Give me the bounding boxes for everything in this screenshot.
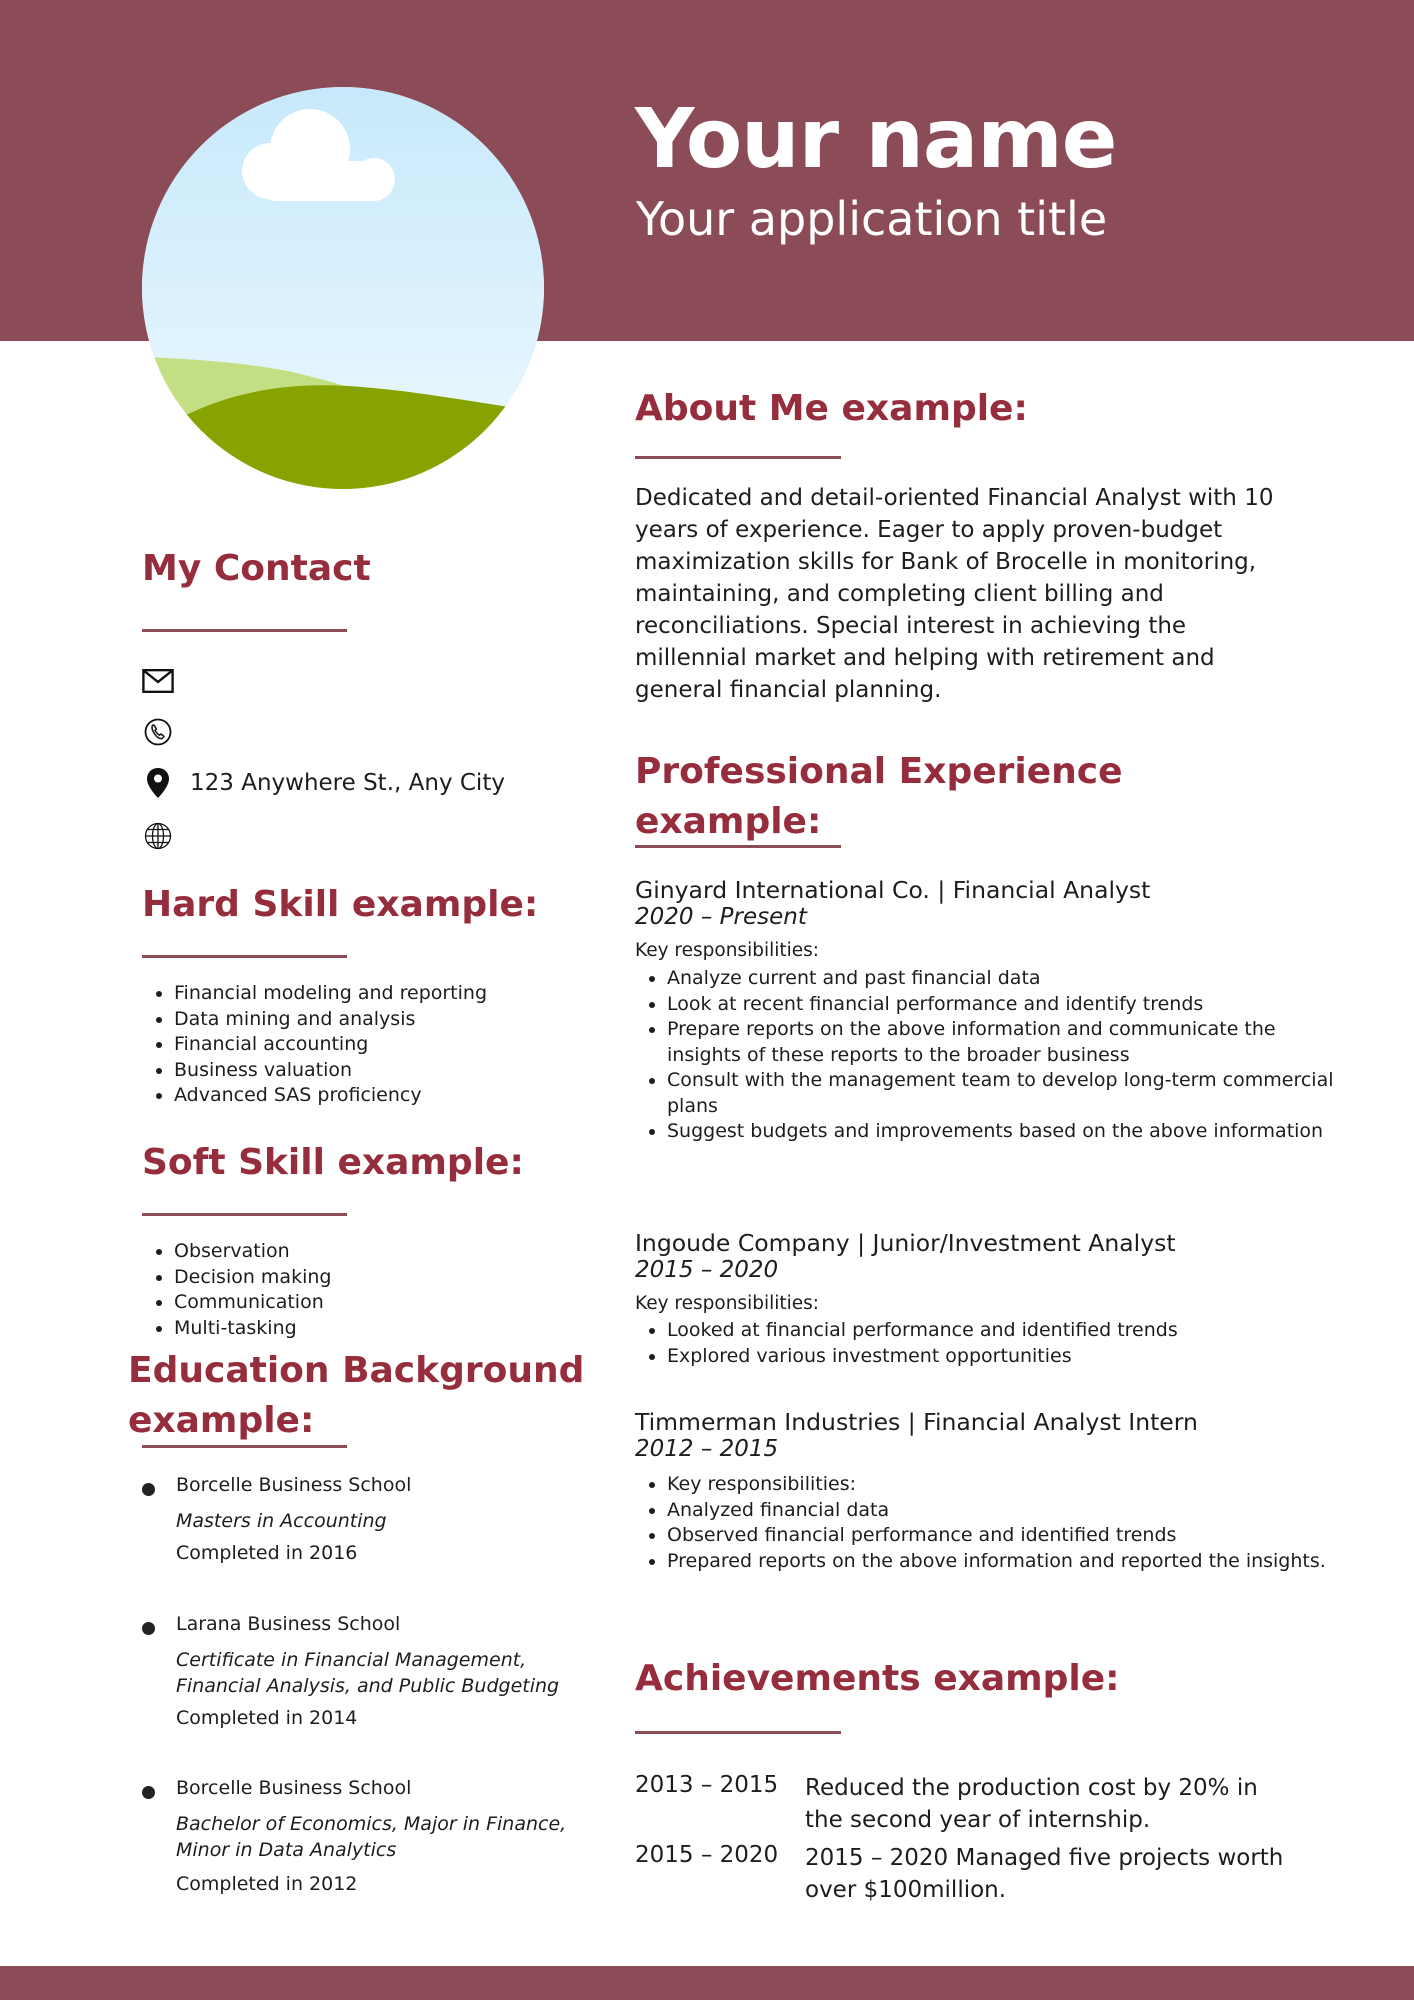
achievement-row (635, 1842, 1315, 1912)
about-heading: About Me example: (635, 388, 1028, 429)
contact-address-row (142, 767, 505, 799)
hard-skills-heading-rule (142, 955, 347, 958)
achievements-heading-rule (635, 1731, 841, 1734)
contact-phone-row (142, 716, 190, 748)
globe-icon (142, 820, 174, 852)
list-item: • Prepare reports on the above information and communicate the insights of these reports to the broader business (667, 1017, 1337, 1068)
achievement-years: 2015 – 2020 (635, 1842, 779, 1868)
hard-skills-list (142, 981, 487, 1109)
candidate-name: Your name (635, 92, 1117, 187)
education-entry (142, 1777, 582, 1897)
list-item: • Multi-tasking (174, 1316, 331, 1342)
bullet-dot (142, 1622, 155, 1635)
education-entry (142, 1474, 582, 1574)
education-degree: Bachelor of Economics, Major in Finance, Minor in Data Analytics (176, 1813, 567, 1861)
experience-heading-line2: example: (635, 801, 822, 842)
list-item: • Observation (174, 1239, 331, 1265)
list-item: • Data mining and analysis (174, 1007, 487, 1033)
hard-skills-heading: Hard Skill example: (142, 884, 539, 925)
education-school: Borcelle Business School (176, 1777, 412, 1799)
list-item: • Financial accounting (174, 1032, 487, 1058)
job-dates: 2012 – 2015 (635, 1436, 779, 1462)
education-degree: Masters in Accounting (176, 1510, 387, 1532)
bullet-dot (142, 1786, 155, 1799)
list-item: • Financial modeling and reporting (174, 981, 487, 1007)
landscape-photo-placeholder (142, 87, 544, 489)
job-title: Timmerman Industries | Financial Analyst Intern (635, 1408, 1198, 1436)
list-item: • Advanced SAS proficiency (174, 1083, 487, 1109)
mail-icon (142, 665, 174, 697)
phone-icon (142, 716, 174, 748)
about-text: Dedicated and detail-oriented Financial Analyst with 10 years of experience. Eager to apply proven-budget maximization skills for Bank of Brocelle in monitoring, maintaining, and completing client billing and reconciliations. Special interest in achieving the millennial market and helping with retirement and general financial planning. (635, 485, 1274, 703)
education-completed: Completed in 2012 (176, 1873, 358, 1895)
list-item: • Prepared reports on the above information and reported the insights. (667, 1549, 1337, 1575)
achievement-text: 2015 – 2020 Managed five projects worth over $100million. (805, 1845, 1284, 1903)
education-school: Larana Business School (176, 1613, 401, 1635)
achievement-text: Reduced the production cost by 20% in the second year of internship. (805, 1775, 1258, 1833)
location-pin-icon (142, 767, 174, 799)
job-dates: 2015 – 2020 (635, 1257, 779, 1283)
education-completed: Completed in 2016 (176, 1542, 358, 1564)
list-item: • Key responsibilities: (667, 1472, 1337, 1498)
key-responsibilities-label: Key responsibilities: (635, 940, 820, 961)
soft-skills-list (142, 1239, 331, 1341)
contact-heading-rule (142, 629, 347, 632)
list-item: • Look at recent financial performance and identify trends (667, 992, 1337, 1018)
education-completed: Completed in 2014 (176, 1707, 358, 1729)
job-responsibilities (635, 1318, 1337, 1369)
list-item: • Communication (174, 1290, 331, 1316)
job-responsibilities (635, 1472, 1337, 1574)
list-item: • Consult with the management team to develop long-term commercial plans (667, 1068, 1337, 1119)
experience-heading-line1: Professional Experience (635, 751, 1123, 792)
job-responsibilities (635, 966, 1337, 1145)
soft-skills-heading: Soft Skill example: (142, 1142, 524, 1183)
key-responsibilities-label: Key responsibilities: (635, 1293, 820, 1314)
list-item: • Observed financial performance and identified trends (667, 1523, 1337, 1549)
profile-photo (142, 87, 544, 489)
achievements-heading: Achievements example: (635, 1658, 1120, 1699)
contact-heading: My Contact (142, 548, 371, 589)
application-title: Your application title (636, 192, 1108, 246)
contact-address-text: 123 Anywhere St., Any City (190, 770, 505, 796)
education-heading-line2: example: (128, 1400, 315, 1441)
education-heading-rule (142, 1445, 347, 1448)
job-title: Ginyard International Co. | Financial Analyst (635, 876, 1151, 904)
bullet-dot (142, 1483, 155, 1496)
experience-heading-rule (635, 845, 841, 848)
list-item: • Decision making (174, 1265, 331, 1291)
contact-email-row (142, 665, 190, 697)
footer-band (0, 1966, 1414, 2000)
list-item: • Business valuation (174, 1058, 487, 1084)
about-heading-rule (635, 456, 841, 459)
soft-skills-heading-rule (142, 1213, 347, 1216)
education-heading-line1: Education Background (128, 1350, 585, 1391)
achievement-row (635, 1772, 1315, 1842)
job-dates: 2020 – Present (635, 904, 807, 930)
list-item: • Analyze current and past financial data (667, 966, 1337, 992)
education-degree: Certificate in Financial Management, Financial Analysis, and Public Budgeting (176, 1649, 560, 1697)
achievement-years: 2013 – 2015 (635, 1772, 779, 1798)
list-item: • Analyzed financial data (667, 1498, 1337, 1524)
job-title: Ingoude Company | Junior/Investment Analyst (635, 1229, 1176, 1257)
list-item: • Explored various investment opportunities (667, 1344, 1337, 1370)
education-entry (142, 1613, 582, 1733)
list-item: • Looked at financial performance and identified trends (667, 1318, 1337, 1344)
education-school: Borcelle Business School (176, 1474, 412, 1496)
list-item: • Suggest budgets and improvements based on the above information (667, 1119, 1337, 1145)
contact-website-row (142, 820, 190, 852)
